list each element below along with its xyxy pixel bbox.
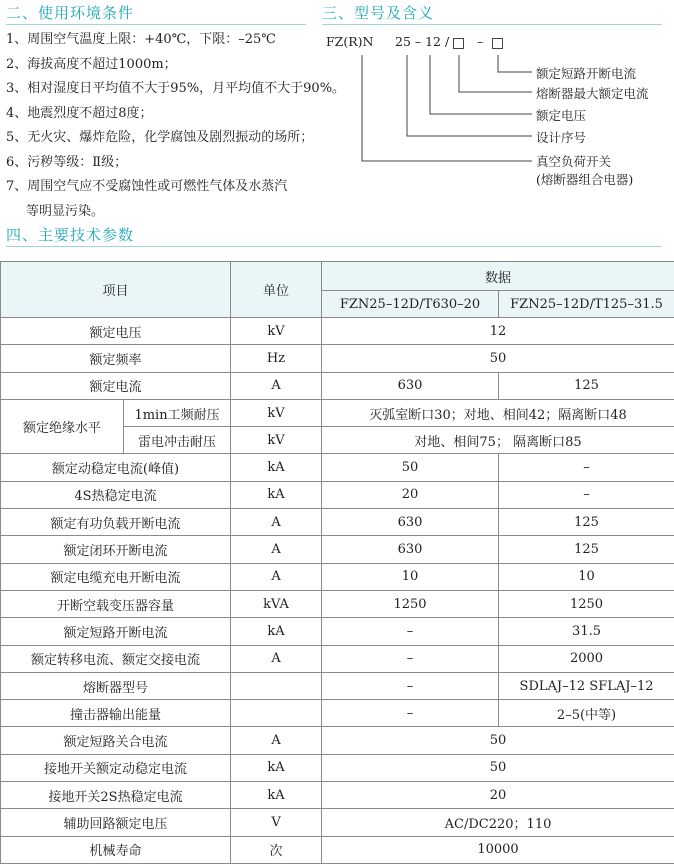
row-value: 10000: [322, 836, 674, 863]
condition-item: 6、污秽等级：Ⅱ级；: [6, 154, 128, 170]
table-row: [1, 563, 674, 590]
row-group-insulation: 额定绝缘水平: [1, 399, 124, 454]
model-label-switch-type-note: (熔断器组合电器): [536, 172, 634, 187]
row-value-a: 20: [322, 481, 499, 508]
row-item: 额定电流: [1, 372, 231, 399]
row-value-a: 630: [322, 372, 499, 399]
row-unit: A: [231, 727, 322, 754]
row-unit: A: [231, 645, 322, 672]
table-row: [1, 509, 674, 536]
row-value-b: 125: [499, 509, 674, 536]
table-row: [1, 836, 674, 863]
model-label-switch-type: 真空负荷开关: [536, 154, 612, 169]
table-row: [1, 754, 674, 781]
conditions-title: 二、使用环境条件: [6, 4, 135, 22]
header-model-a: FZN25–12D/T630–20: [322, 291, 499, 318]
model-code-dash: –: [477, 34, 484, 49]
row-value-a: –: [322, 618, 499, 645]
params-title: 四、主要技术参数: [6, 226, 135, 244]
row-item: 接地开关额定动稳定电流: [1, 754, 231, 781]
row-subitem: 雷电冲击耐压: [124, 427, 231, 454]
condition-item: 5、无火灾、爆炸危险，化学腐蚀及剧烈振动的场所；: [6, 130, 314, 145]
row-subitem: 1min工频耐压: [124, 399, 231, 426]
row-value-b: SDLAJ–12 SFLAJ–12: [499, 672, 674, 699]
header-data: 数据: [322, 262, 674, 291]
row-unit: kV: [231, 318, 322, 345]
header-item: 项目: [1, 262, 231, 318]
row-unit: kA: [231, 481, 322, 508]
table-row: [1, 590, 674, 617]
row-value: 12: [322, 318, 674, 345]
row-unit: A: [231, 509, 322, 536]
model-code-prefix: FZ(R)N: [326, 34, 374, 49]
row-value: 20: [322, 782, 674, 809]
table-row: [1, 672, 674, 699]
condition-item: 4、地震烈度不超过8度；: [6, 105, 153, 121]
table-row: [1, 481, 674, 508]
row-unit: A: [231, 536, 322, 563]
table-row: [1, 372, 674, 399]
header-model-b: FZN25–12D/T125–31.5: [499, 291, 674, 318]
row-unit: kV: [231, 399, 322, 426]
row-unit: [231, 700, 322, 727]
table-row: [1, 645, 674, 672]
model-label-fuse-current: 熔断器最大额定电流: [536, 86, 649, 101]
parameters-table: [0, 261, 674, 864]
header-unit: 单位: [231, 262, 322, 318]
params-title-rule: [6, 246, 662, 247]
model-label-breaking-current: 额定短路开断电流: [536, 66, 637, 81]
condition-item: 2、海拔高度不超过1000m；: [6, 56, 177, 72]
row-item: 接地开关2S热稳定电流: [1, 782, 231, 809]
row-value-a: –: [322, 672, 499, 699]
model-code-middle: 25 – 12 /: [395, 34, 450, 49]
conditions-title-rule: [6, 24, 306, 25]
condition-item: 等明显污染。: [26, 203, 105, 219]
model-title: 三、型号及含义: [322, 4, 435, 22]
model-label-rated-voltage: 额定电压: [536, 108, 587, 123]
row-unit: kA: [231, 454, 322, 481]
model-label-design-number: 设计序号: [536, 130, 587, 145]
model-placeholder-box-fuse: [453, 38, 464, 49]
row-item: 机械寿命: [1, 836, 231, 863]
row-item: 额定有功负载开断电流: [1, 509, 231, 536]
table-row: [1, 536, 674, 563]
row-value: 50: [322, 754, 674, 781]
model-placeholder-box-breaking: [492, 38, 503, 49]
row-value: 灭弧室断口30；对地、相间42；隔离断口48: [322, 399, 674, 426]
row-item: 额定电缆充电开断电流: [1, 563, 231, 590]
table-row: [1, 727, 674, 754]
row-value-b: 10: [499, 563, 674, 590]
row-unit: V: [231, 809, 322, 836]
row-item: 额定闭环开断电流: [1, 536, 231, 563]
row-value: 50: [322, 345, 674, 372]
row-value-a: 630: [322, 509, 499, 536]
condition-item: 1、周围空气温度上限：+40℃，下限：–25℃: [6, 32, 276, 47]
row-value-b: –: [499, 481, 674, 508]
row-item: 辅助回路额定电压: [1, 809, 231, 836]
row-unit: [231, 672, 322, 699]
row-value-a: –: [322, 645, 499, 672]
table-row: [1, 782, 674, 809]
row-item: 额定电压: [1, 318, 231, 345]
row-unit: 次: [231, 836, 322, 863]
row-item: 开断空载变压器容量: [1, 590, 231, 617]
row-item: 额定频率: [1, 345, 231, 372]
row-value: 50: [322, 727, 674, 754]
row-value-a: 50: [322, 454, 499, 481]
row-value-a: –: [322, 700, 499, 727]
row-item: 4S热稳定电流: [1, 481, 231, 508]
row-item: 额定短路关合电流: [1, 727, 231, 754]
row-item: 额定转移电流、额定交接电流: [1, 645, 231, 672]
row-item: 熔断器型号: [1, 672, 231, 699]
row-item: 撞击器输出能量: [1, 700, 231, 727]
row-value-b: 1250: [499, 590, 674, 617]
condition-item: 3、相对湿度日平均值不大于95%，月平均值不大于90%。: [6, 81, 346, 96]
row-value-b: 2000: [499, 645, 674, 672]
row-unit: kA: [231, 754, 322, 781]
row-unit: kA: [231, 618, 322, 645]
row-unit: A: [231, 372, 322, 399]
row-value: 对地、相间75； 隔离断口85: [322, 427, 674, 454]
row-value-a: 630: [322, 536, 499, 563]
model-designation-diagram: [322, 0, 674, 200]
conditions-list: [6, 28, 346, 224]
row-value-b: 2–5(中等): [499, 700, 674, 727]
table-header-row: [1, 262, 674, 291]
row-value-b: –: [499, 454, 674, 481]
table-row: [1, 345, 674, 372]
row-item: 额定动稳定电流(峰值): [1, 454, 231, 481]
row-value-a: 1250: [322, 590, 499, 617]
row-unit: kA: [231, 782, 322, 809]
row-unit: kVA: [231, 590, 322, 617]
row-unit: Hz: [231, 345, 322, 372]
row-item: 额定短路开断电流: [1, 618, 231, 645]
table-row: [1, 454, 674, 481]
table-row: [1, 318, 674, 345]
row-unit: kV: [231, 427, 322, 454]
table-row: [1, 618, 674, 645]
table-row: [1, 809, 674, 836]
table-row: [1, 700, 674, 727]
row-value-b: 125: [499, 372, 674, 399]
row-value-b: 31.5: [499, 618, 674, 645]
row-unit: A: [231, 563, 322, 590]
condition-item: 7、周围空气应不受腐蚀性或可燃性气体及水蒸汽: [6, 179, 288, 194]
table-row: [1, 399, 674, 426]
row-value-b: 125: [499, 536, 674, 563]
row-value-a: 10: [322, 563, 499, 590]
row-value: AC/DC220；110: [322, 809, 674, 836]
